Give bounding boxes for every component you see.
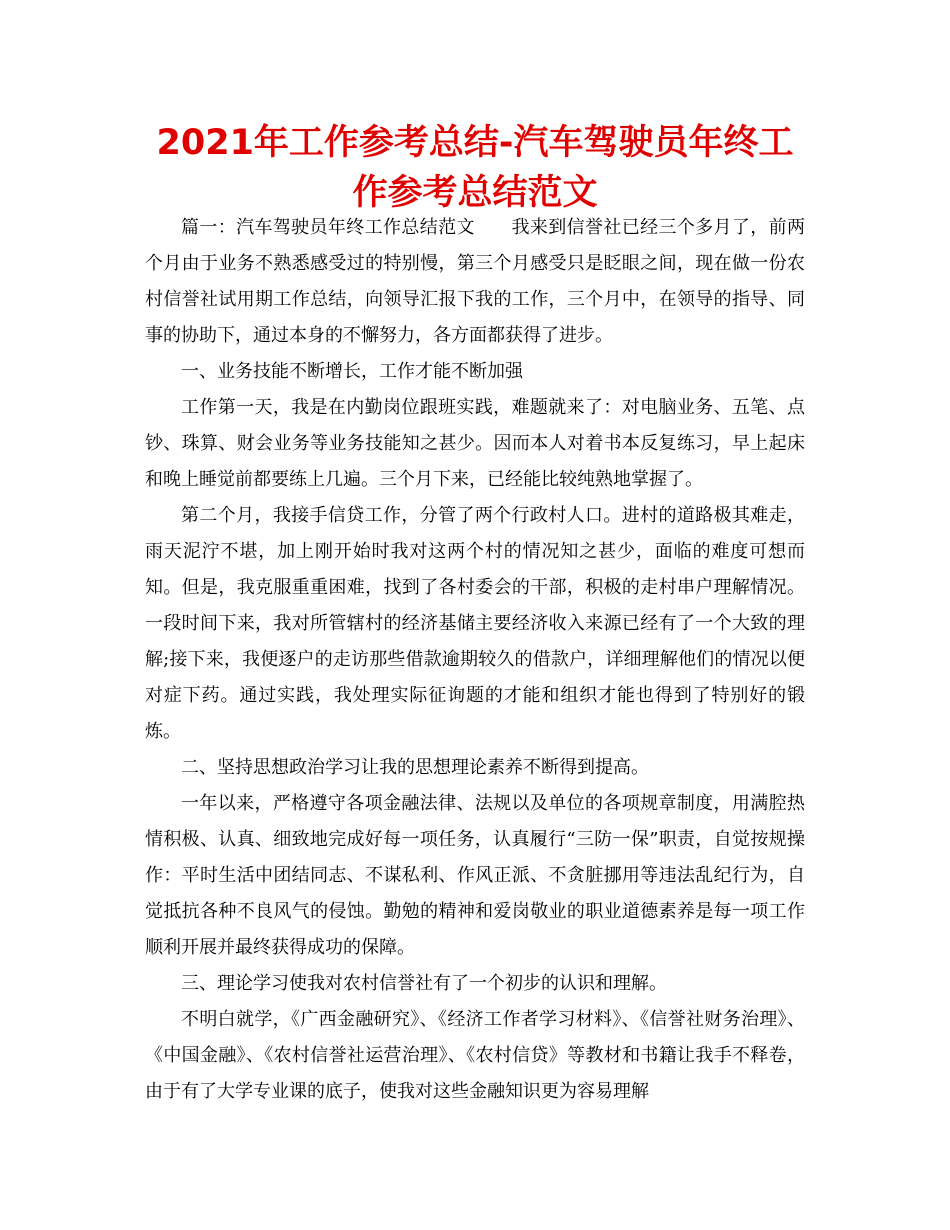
section-heading-2: 二、坚持思想政治学习让我的思想理论素养不断得到提高。	[181, 757, 649, 778]
paragraph-political-study: 一年以来，严格遵守各项金融法律、法规以及单位的各项规章制度，用满腔热情积极、认真、细致地完成好每一项任务，认真履行“三防一保”职责，自觉按规操作：平时生活中团结同志、不谋私利、作风正派、不贪脏挪用等违法乱纪行为，自觉抵抗各种不良风气的侵蚀。勤勉的精神和爱岗敬业的职业道德素养是每一项工作顺利开展并最终获得成功的保障。	[145, 793, 805, 958]
document-title: 2021年工作参考总结-汽车驾驶员年终工作参考总结范文	[156, 123, 794, 213]
paragraph-credit-work: 第二个月，我接手信贷工作，分管了两个行政村人口。进村的道路极其难走，雨天泥泞不堪，加上刚开始时我对这两个村的情况知之甚少，面临的难度可想而知。但是，我克服重重困难，找到了各村委会的干部，积极的走村串户理解情况。一段时间下来，我对所管辖村的经济基储主要经济收入来源已经有了一个大致的理解;接下来，我便逐户的走访那些借款逾期较久的借款户，详细理解他们的情况以便对症下药。通过实践，我处理实际征询题的才能和组织才能也得到了特别好的锻炼。	[145, 505, 805, 742]
paragraph-skills: 工作第一天，我是在内勤岗位跟班实践，难题就来了：对电脑业务、五笔、点钞、珠算、财会业务等业务技能知之甚少。因而本人对着书本反复练习，早上起床和晚上睡觉前都要练上几遍。三个月下来，已经能比较纯熟地掌握了。	[145, 397, 805, 490]
document-body	[145, 210, 805, 1110]
section-heading-3: 三、理论学习使我对农村信誉社有了一个初步的认识和理解。	[181, 973, 667, 994]
section-heading-1: 一、业务技能不断增长，工作才能不断加强	[181, 361, 523, 382]
paragraph-theory-study: 不明白就学，《广西金融研究》、《经济工作者学习材料》、《信誉社财务治理》、《中国金融》、《农村信誉社运营治理》、《农村信贷》等教材和书籍让我手不释卷，由于有了大学专业课的底子，使我对这些金融知识更为容易理解	[145, 1009, 805, 1102]
paragraph-intro: 篇一：汽车驾驶员年终工作总结范文 我来到信誉社已经三个多月了，前两个月由于业务不熟悉感受过的特别慢，第三个月感受只是眨眼之间，现在做一份农村信誉社试用期工作总结，向领导汇报下我的工作，三个月中，在领导的指导、同事的协助下，通过本身的不懈努力，各方面都获得了进步。	[145, 217, 805, 346]
